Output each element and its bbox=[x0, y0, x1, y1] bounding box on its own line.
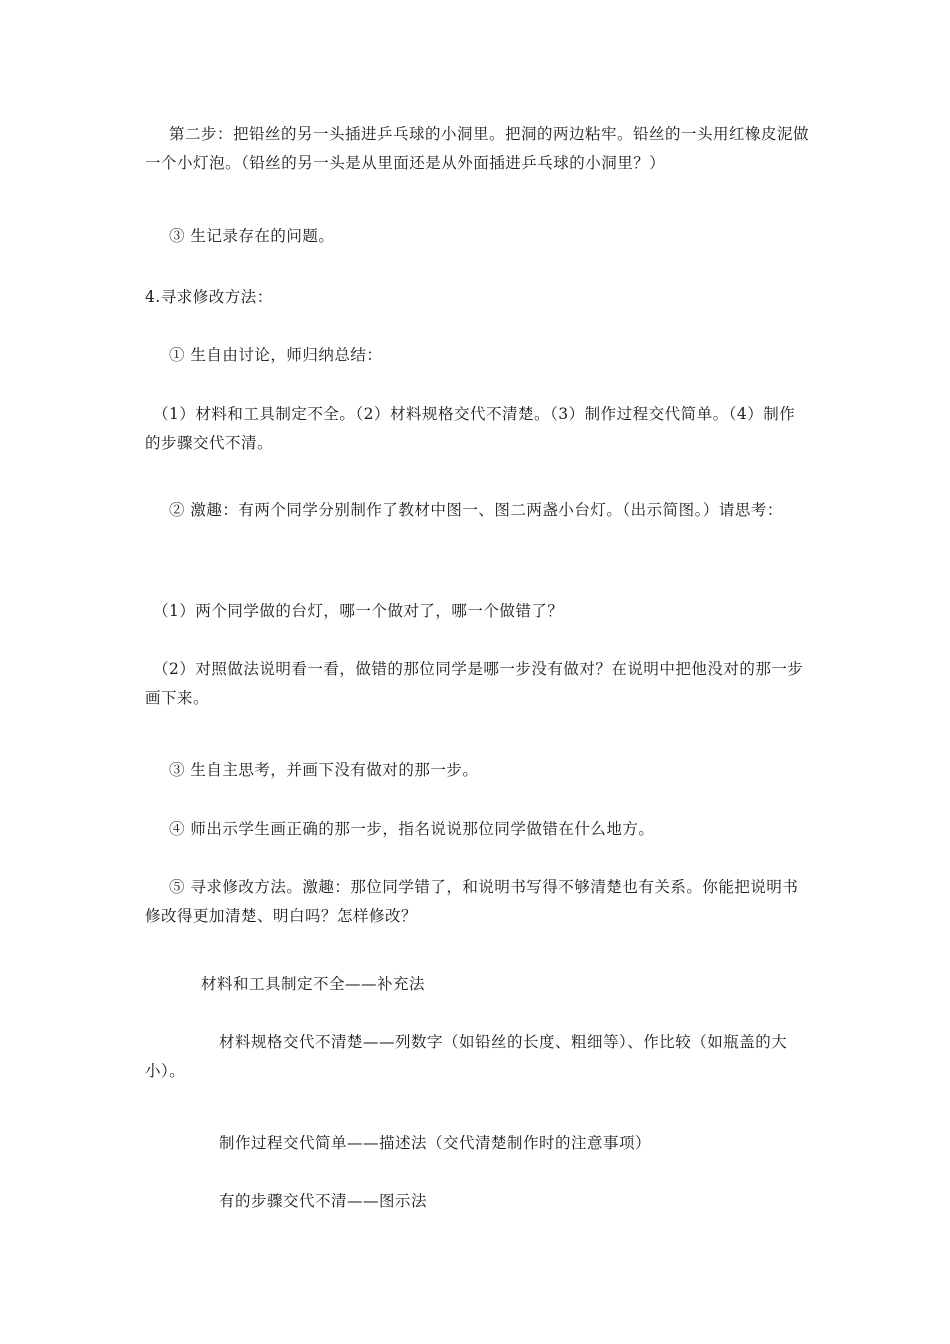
paragraph-self-think: ③ 生自主思考，并画下没有做对的那一步。 bbox=[169, 761, 479, 779]
section-heading-find-revision: 4.寻求修改方法： bbox=[145, 288, 273, 306]
paragraph-record-problems: ③ 生记录存在的问题。 bbox=[169, 227, 335, 245]
paragraph-find-revision-method: ⑤ 寻求修改方法。激趣：那位同学错了，和说明书写得不够清楚也有关系。你能把说明书修改得更加清楚、明白吗？怎样修改？ bbox=[145, 878, 799, 925]
method-description: 制作过程交代简单——描述法（交代清楚制作时的注意事项） bbox=[219, 1134, 652, 1152]
paragraph-teacher-show: ④ 师出示学生画正确的那一步，指名说说那位同学做错在什么地方。 bbox=[169, 820, 655, 838]
method-diagram: 有的步骤交代不清——图示法 bbox=[219, 1192, 428, 1210]
question-one: （1）两个同学做的台灯，哪一个做对了，哪一个做错了？ bbox=[153, 602, 564, 620]
question-two: （2）对照做法说明看一看，做错的那位同学是哪一步没有做对？在说明中把他没对的那一步画下来。 bbox=[145, 660, 804, 707]
method-supplement: 材料和工具制定不全——补充法 bbox=[201, 975, 426, 993]
paragraph-stimulate-interest: ② 激趣：有两个同学分别制作了教材中图一、图二两盏小台灯。（出示简图。）请思考： bbox=[169, 501, 783, 519]
paragraph-free-discussion: ① 生自由讨论，师归纳总结： bbox=[169, 346, 383, 364]
paragraph-step-two: 第二步：把铅丝的另一头插进乒乓球的小洞里。把洞的两边粘牢。铅丝的一头用红橡皮泥做一个小灯泡。（铅丝的另一头是从里面还是从外面插进乒乓球的小洞里？） bbox=[145, 125, 810, 172]
paragraph-summary-list: （1）材料和工具制定不全。（2）材料规格交代不清楚。（3）制作过程交代简单。（4）制作的步骤交代不清。 bbox=[145, 405, 796, 452]
method-list-numbers: 材料规格交代不清楚——列数字（如铅丝的长度、粗细等）、作比较（如瓶盖的大小）。 bbox=[145, 1033, 788, 1080]
